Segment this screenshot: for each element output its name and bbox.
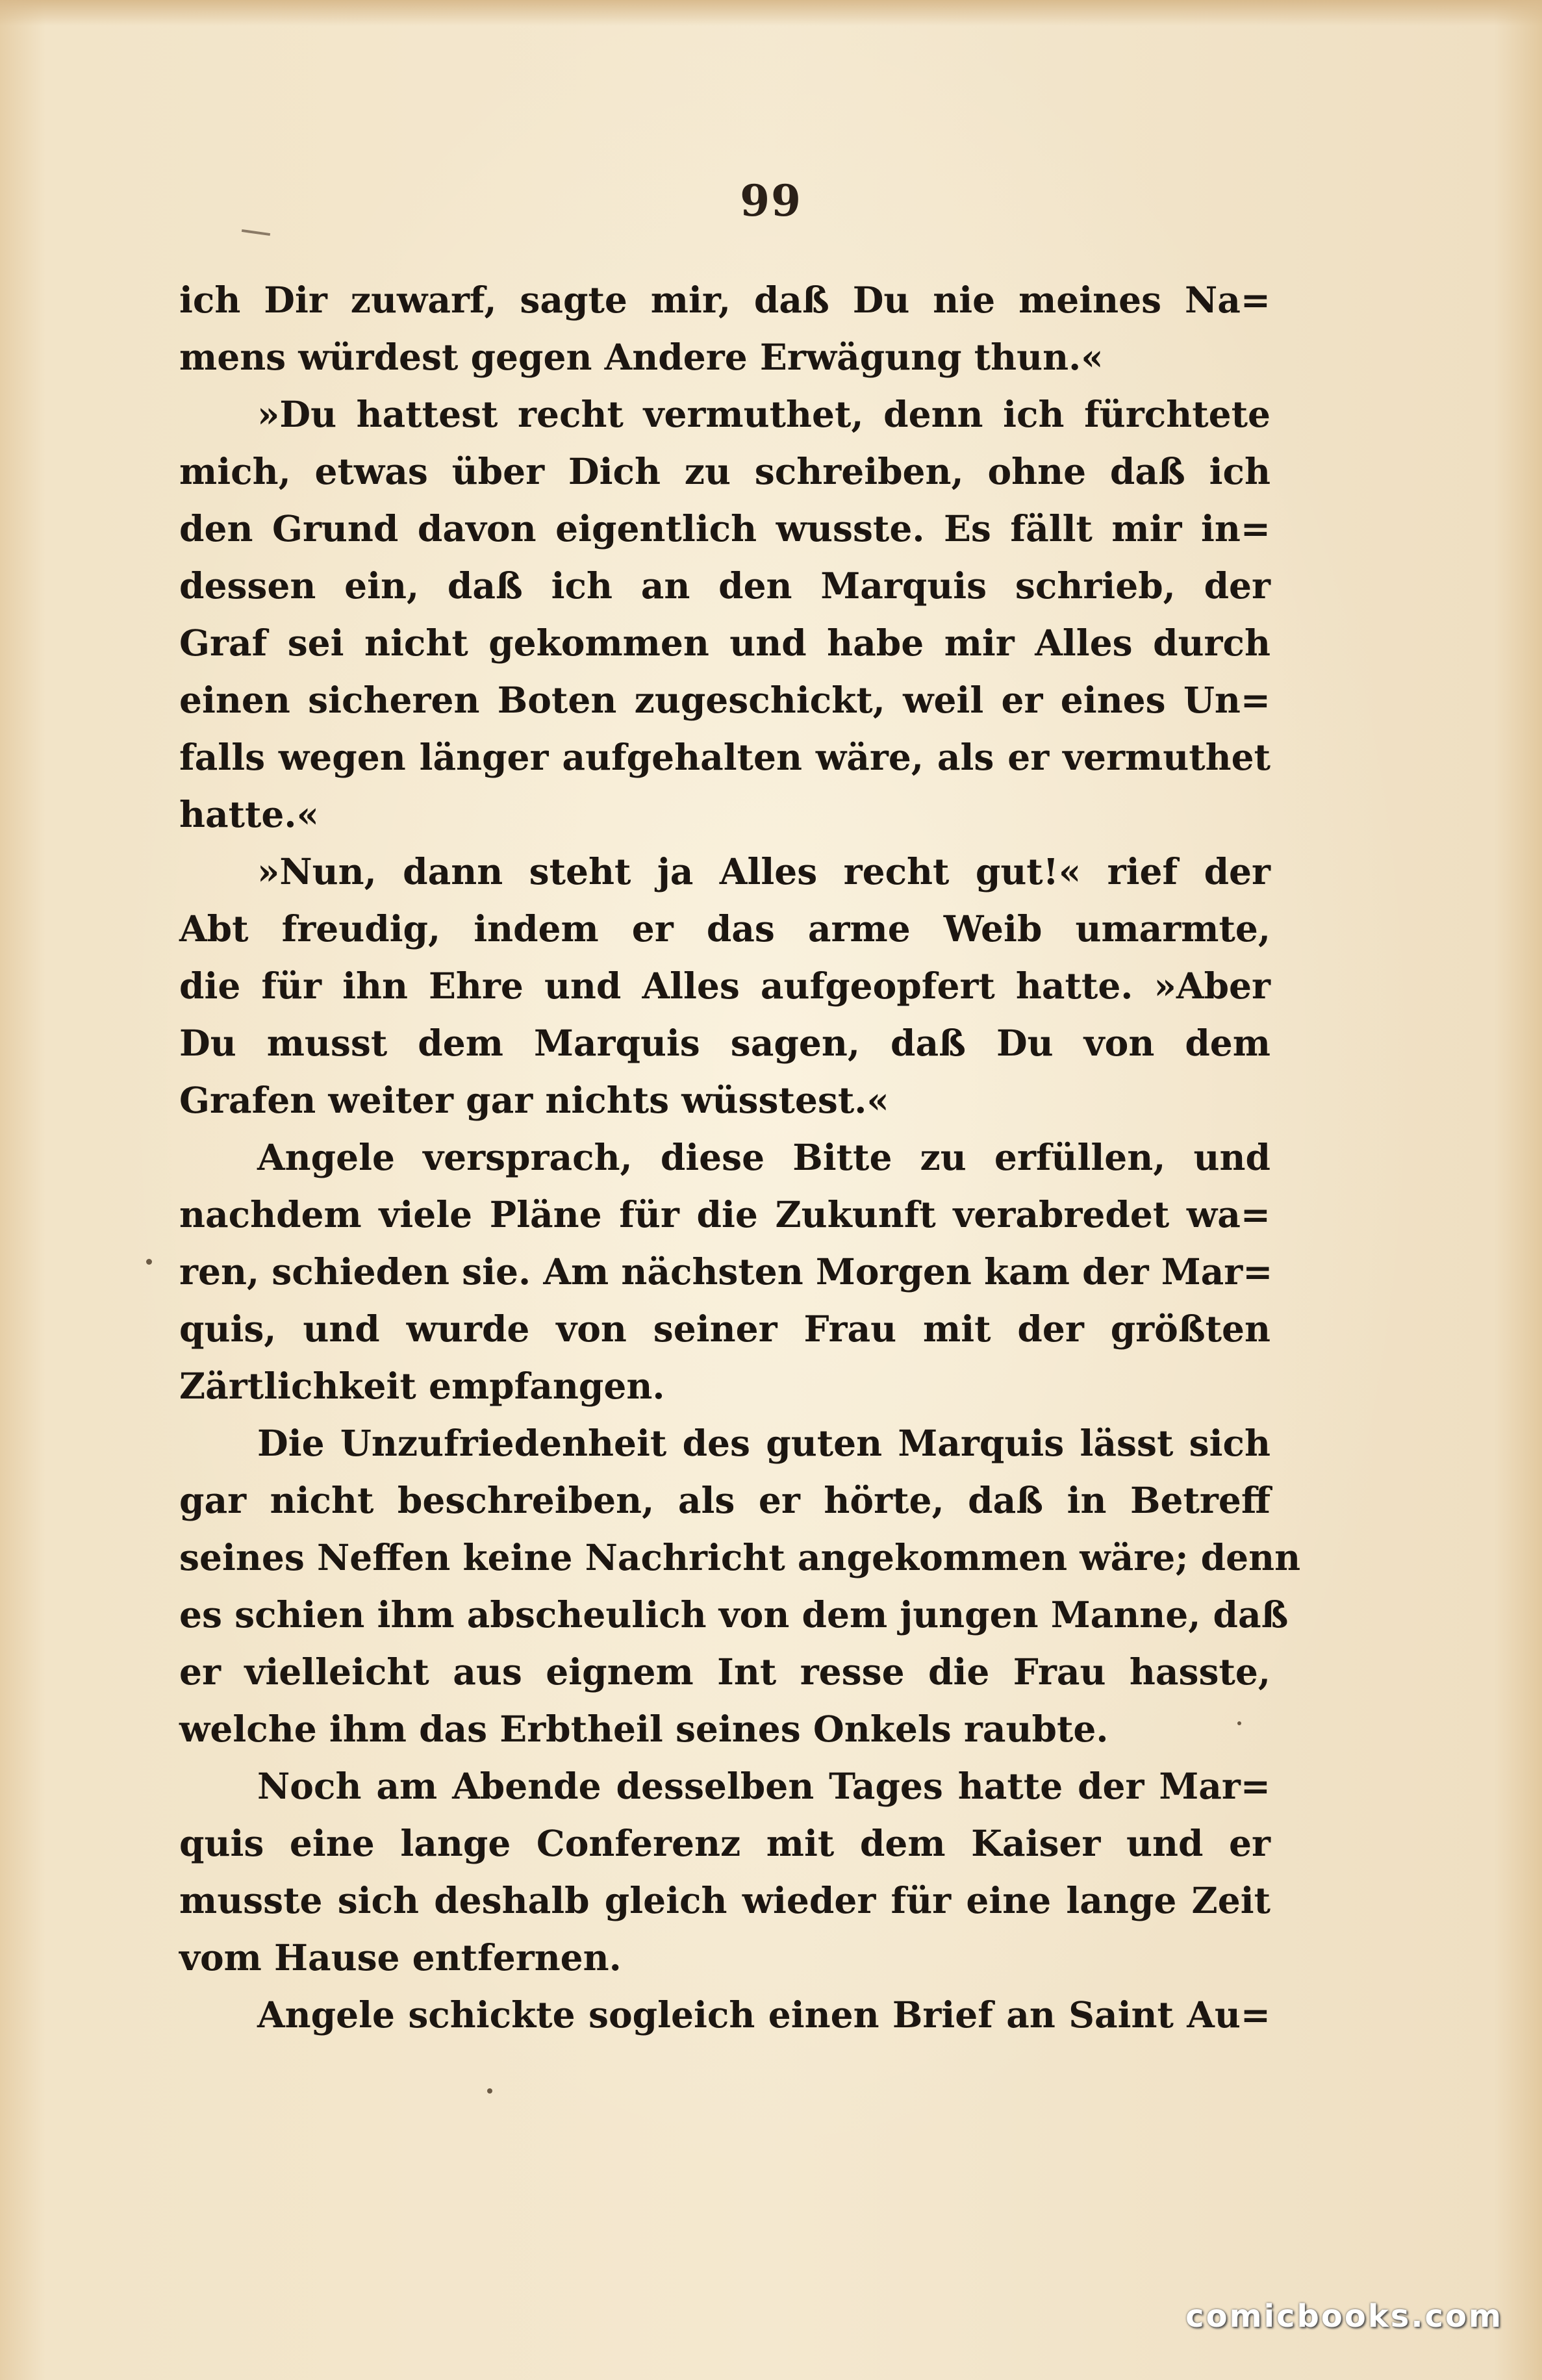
text-line: Angele schickte sogleich einen Brief an Saint Au= [257, 1994, 1270, 2036]
text-line: quis eine lange Conferenz mit dem Kaiser und er [179, 1822, 1270, 1864]
text-line: er vielleicht aus eignem Int resse die Frau hasste, [179, 1651, 1270, 1693]
paper-speck [487, 2088, 492, 2094]
text-line: Abt freudig, indem er das arme Weib umarmte, [179, 907, 1270, 950]
text-line: »Nun, dann steht ja Alles recht gut!« rief der [257, 850, 1270, 892]
text-line: falls wegen länger aufgehalten wäre, als er vermuthet [179, 736, 1270, 778]
page-number: 99 [740, 175, 802, 226]
text-line: welche ihm das Erbtheil seines Onkels raubte. [179, 1708, 1109, 1750]
text-line: es schien ihm abscheulich von dem jungen Manne, daß [179, 1593, 1289, 1636]
text-line: den Grund davon eigentlich wusste. Es fällt mir in= [179, 507, 1270, 550]
text-line: Grafen weiter gar nichts wüsstest.« [179, 1079, 889, 1121]
text-line: gar nicht beschreiben, als er hörte, daß in Betreff [179, 1479, 1270, 1521]
paper-speck [146, 1259, 152, 1265]
text-line: quis, und wurde von seiner Frau mit der größten [179, 1308, 1270, 1350]
text-line: Graf sei nicht gekommen und habe mir Alles durch [179, 622, 1270, 664]
text-line: ich Dir zuwarf, sagte mir, daß Du nie meines Na= [179, 279, 1270, 321]
page-top-edge [0, 0, 1542, 26]
text-line: ren, schieden sie. Am nächsten Morgen kam der Mar= [179, 1250, 1273, 1293]
text-line: Angele versprach, diese Bitte zu erfüllen, und [257, 1136, 1270, 1178]
watermark: comicbooks.com [1185, 2298, 1503, 2335]
text-line: musste sich deshalb gleich wieder für eine lange Zeit [179, 1879, 1270, 1921]
text-line: nachdem viele Pläne für die Zukunft verabredet wa= [179, 1193, 1270, 1235]
text-line: dessen ein, daß ich an den Marquis schrieb, der [179, 564, 1270, 607]
margin-dash-mark [242, 229, 270, 236]
text-line: Zärtlichkeit empfangen. [179, 1365, 665, 1407]
text-line: die für ihn Ehre und Alles aufgeopfert hatte. »Aber [179, 965, 1270, 1007]
text-line: mens würdest gegen Andere Erwägung thun.« [179, 336, 1104, 378]
text-line: mich, etwas über Dich zu schreiben, ohne daß ich [179, 450, 1270, 492]
paper-speck [1237, 1721, 1241, 1725]
text-line: Noch am Abende desselben Tages hatte der Mar= [257, 1765, 1270, 1807]
text-line: einen sicheren Boten zugeschickt, weil er eines Un= [179, 679, 1270, 721]
body-text [179, 272, 1301, 2044]
text-line: »Du hattest recht vermuthet, denn ich fürchtete [257, 393, 1270, 435]
text-line: Du musst dem Marquis sagen, daß Du von dem [179, 1022, 1270, 1064]
text-line: hatte.« [179, 793, 319, 835]
text-line: seines Neffen keine Nachricht angekommen wäre; denn [179, 1536, 1301, 1578]
text-line: vom Hause entfernen. [179, 1936, 622, 1979]
text-line: Die Unzufriedenheit des guten Marquis lässt sich [257, 1422, 1270, 1464]
